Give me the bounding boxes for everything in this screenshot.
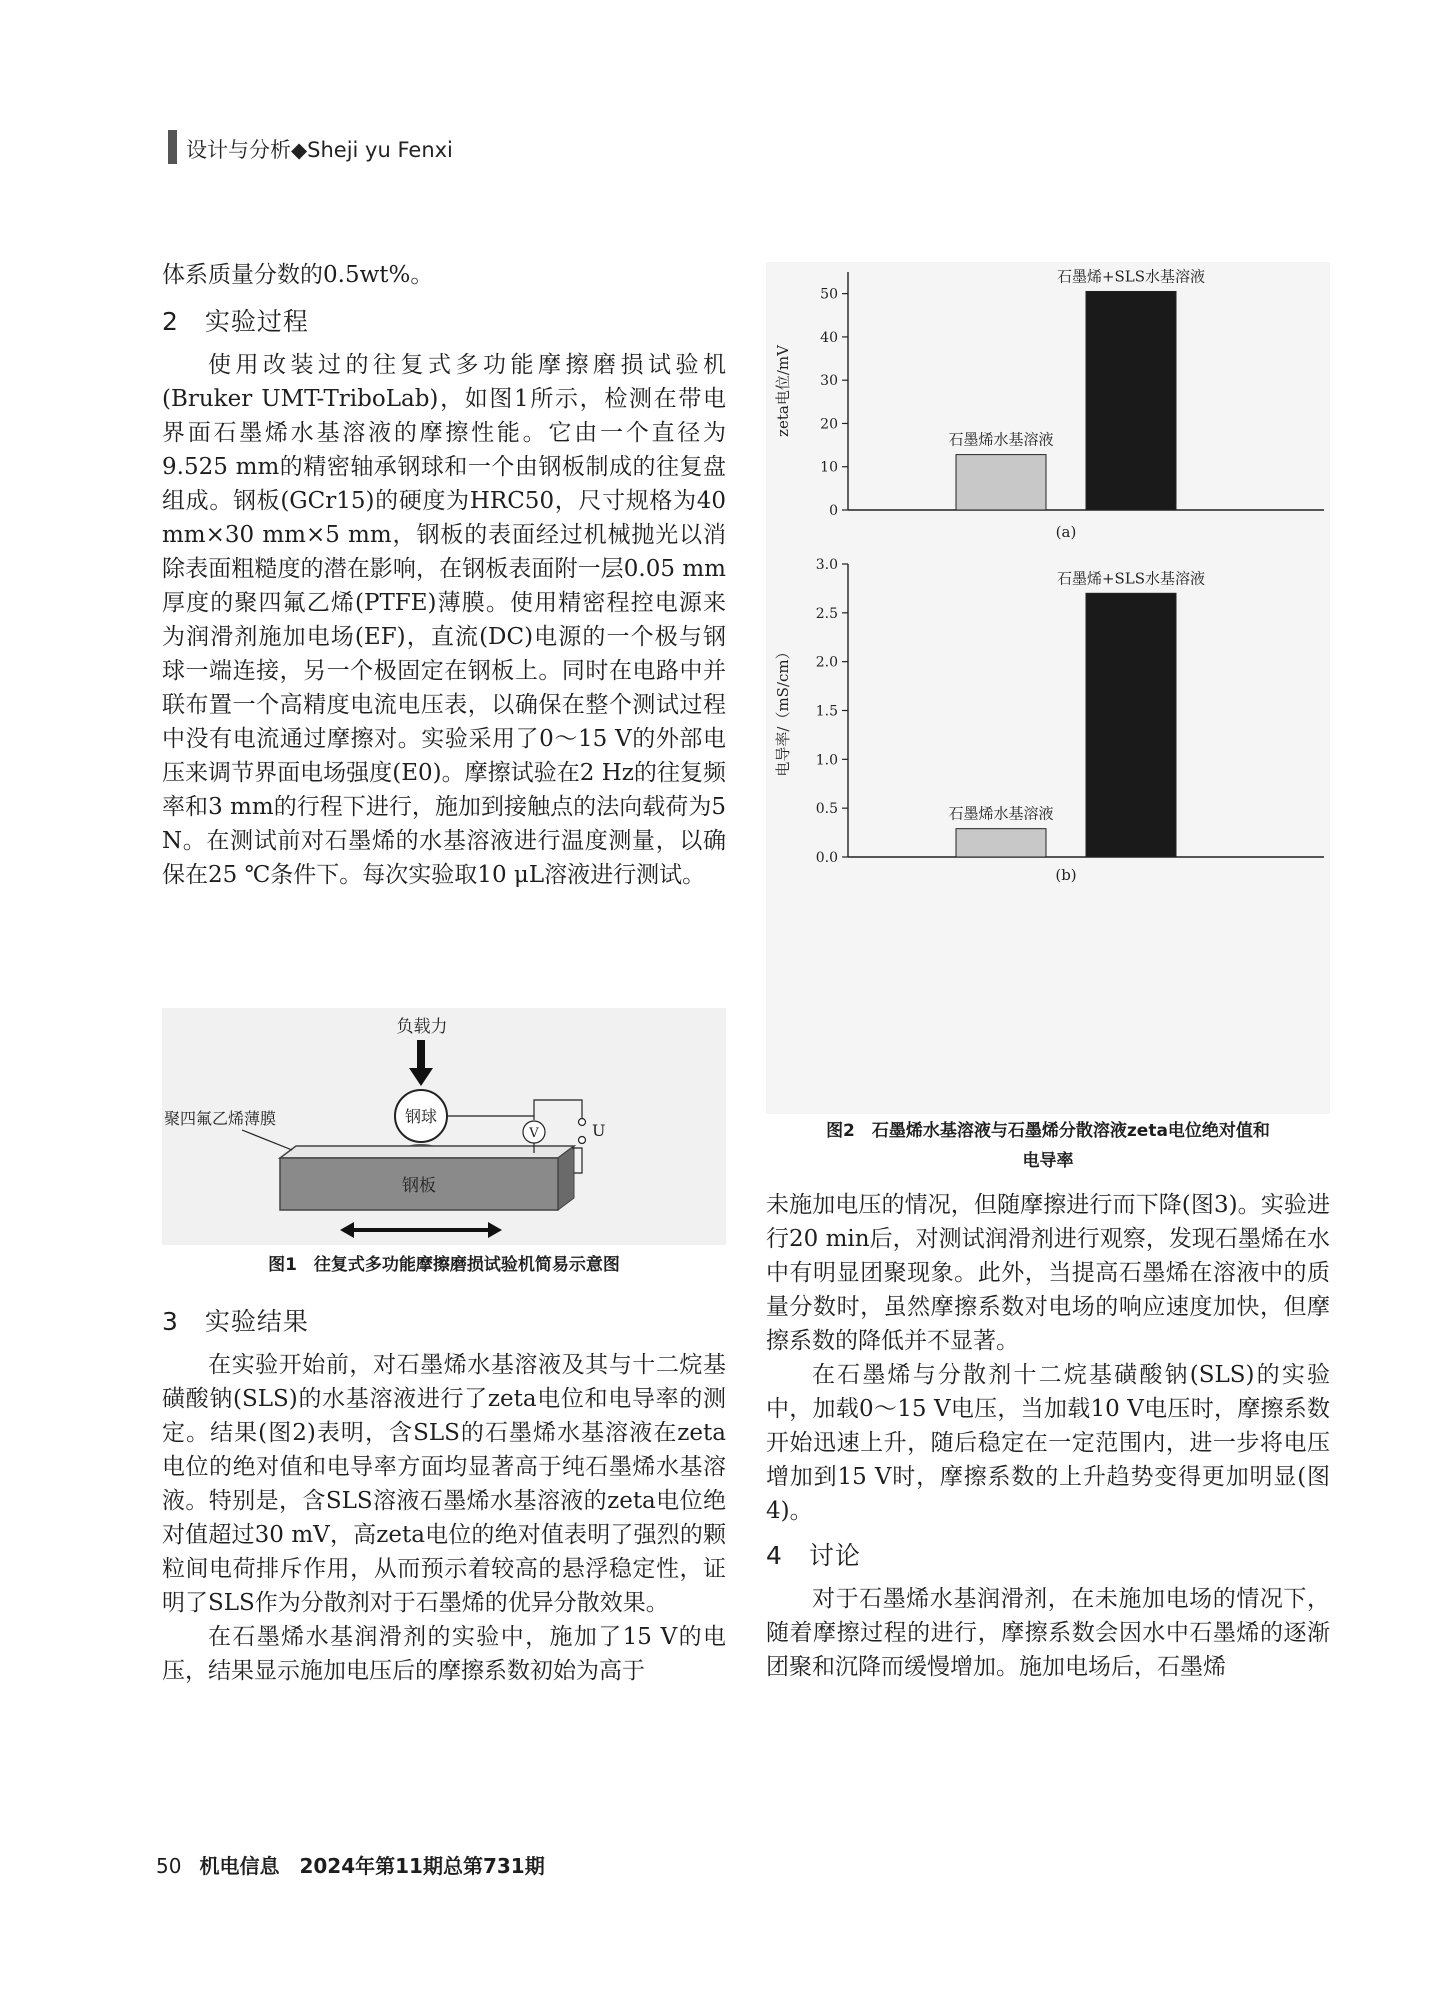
figure-1-caption: 图1 往复式多功能摩擦磨损试验机简易示意图 [268, 1255, 620, 1275]
y-tick-label-2: 0.5 [815, 801, 838, 818]
bar-2-2 [1086, 593, 1176, 857]
paragraph-results: 在实验开始前，对石墨烯水基溶液及其与十二烷基磺酸钠(SLS)的水基溶液进行了zeta电位和电导率的测定。结果(图2)表明，含SLS的石墨烯水基溶液在zeta电位的绝对值和电导率方面均显著高于纯石墨烯水基溶液。特别是，含SLS溶液石墨烯水基溶液的zeta电位绝对值超过30 mV，高zeta电位的绝对值表明了强烈的颗粒间电荷排斥作用，从而预示着较高的悬浮稳定性，证明了SLS作为分散剂对于石墨烯的优异分散效果。 [162, 1352, 726, 1616]
page-number: 50 [156, 1854, 182, 1878]
y-tick-label-2: 2.5 [815, 605, 838, 622]
y-axis-label-1: zeta电位/mV [774, 345, 792, 437]
bar-2-1 [956, 829, 1046, 857]
paragraph-continuation: 体系质量分数的0.5wt%。 [162, 262, 434, 288]
bar-label-2-2: 石墨烯+SLS水基溶液 [1056, 569, 1206, 588]
y-tick-label-1: 50 [820, 286, 838, 303]
paragraph-sls: 在石墨烯与分散剂十二烷基磺酸钠(SLS)的实验中，加载0～15 V电压，当加载10 V电压时，摩擦系数开始迅速上升，随后稳定在一定范围内，进一步将电压增加到15 V时，摩擦系数的上升趋势变得更加明显(图4)。 [766, 1362, 1330, 1524]
paragraph-discussion: 对于石墨烯水基润滑剂，在未施加电场的情况下，随着摩擦过程的进行，摩擦系数会因水中石墨烯的逐渐团聚和沉降而缓慢增加。施加电场后，石墨烯 [766, 1586, 1330, 1680]
left-column-bottom [162, 1302, 726, 1688]
figure-2-caption-line1: 图2 石墨烯水基溶液与石墨烯分散溶液zeta电位绝对值和 [826, 1121, 1270, 1141]
section-heading-2: 2 实验过程 [162, 307, 309, 336]
y-tick-label-1: 10 [820, 459, 838, 476]
left-column-top [162, 258, 726, 892]
y-tick-label-2: 0.0 [815, 850, 838, 866]
footer [156, 1850, 545, 1879]
running-header: 设计与分析◆Sheji yu Fenxi [186, 138, 453, 162]
journal-info: 机电信息 2024年第11期总第731期 [199, 1854, 545, 1878]
paragraph-experiment: 使用改装过的往复式多功能摩擦磨损试验机(Bruker UMT-TriboLab)，如图1所示，检测在带电界面石墨烯水基溶液的摩擦性能。它由一个直径为9.525 mm的精密轴承钢球和一个由钢板制成的往复盘组成。钢板(GCr15)的硬度为HRC50，尺寸规格为40 mm×30 mm×5 mm，钢板的表面经过机械抛光以消除表面粗糙度的潜在影响，在钢板表面附一层0.05 mm厚度的聚四氟乙烯(PTFE)薄膜。使用精密程控电源来为润滑剂施加电场(EF)，直流(DC)电源的一个极与钢球一端连接，另一个极固定在钢板上。同时在电路中并联布置一个高精度电流电压表，以确保在整个测试过程中没有电流通过摩擦对。实验采用了0～15 V的外部电压来调节界面电场强度(E0)。摩擦试验在2 Hz的往复频率和3 mm的行程下进行，施加到接触点的法向载荷为5 N。在测试前对石墨烯的水基溶液进行温度测量，以确保在25 ℃条件下。每次实验取10 μL溶液进行测试。 [162, 352, 726, 888]
y-tick-label-1: 40 [820, 329, 838, 346]
figure-1 [162, 1008, 726, 1245]
bar-label-1-2: 石墨烯+SLS水基溶液 [1056, 267, 1206, 286]
header-bar [168, 130, 177, 164]
load-label: 负载力 [396, 1017, 448, 1037]
figure-2-caption-line2: 电导率 [1022, 1151, 1074, 1171]
paragraph-continued: 未施加电压的情况，但随摩擦进行而下降(图3)。实验进行20 min后，对测试润滑剂进行观察，发现石墨烯在水中有明显团聚现象。此外，当提高石墨烯在溶液中的质量分数时，虽然摩擦系数对电场的响应速度加快，但摩擦系数的降低并不显著。 [766, 1192, 1330, 1354]
panel-label-1: (a) [1055, 523, 1077, 541]
section-heading-3: 3 实验结果 [162, 1307, 309, 1336]
panel-label-2: (b) [1055, 866, 1077, 884]
figure-2-caption [766, 1116, 1330, 1176]
section-heading-4: 4 讨论 [766, 1541, 861, 1570]
bar-label-1-1: 石墨烯水基溶液 [948, 430, 1054, 449]
right-column-text [766, 1188, 1330, 1684]
bar-label-2-1: 石墨烯水基溶液 [948, 804, 1054, 823]
y-tick-label-2: 3.0 [815, 557, 838, 573]
bar-1-1 [956, 455, 1046, 510]
bar-1-2 [1086, 291, 1176, 510]
y-tick-label-1: 30 [820, 373, 838, 390]
svg-text:V: V [529, 1126, 539, 1141]
y-axis-label-2: 电导率/（mS/cm） [774, 644, 792, 777]
film-label: 聚四氟乙烯薄膜 [164, 1109, 277, 1128]
y-tick-label-2: 2.0 [815, 654, 838, 671]
source-label: U [592, 1121, 606, 1140]
figure-2-charts [766, 262, 1330, 1114]
figure-1-schematic [162, 1008, 726, 1245]
y-tick-label-1: 0 [829, 503, 838, 519]
y-tick-label-2: 1.0 [815, 752, 838, 769]
paragraph-results-2: 在石墨烯水基润滑剂的实验中，施加了15 V的电压，结果显示施加电压后的摩擦系数初始为高于 [162, 1624, 726, 1684]
y-tick-label-1: 20 [820, 416, 838, 433]
ball-label: 钢球 [404, 1107, 438, 1126]
figure-2 [766, 262, 1330, 1114]
y-tick-label-2: 1.5 [815, 703, 838, 720]
plate-label: 钢板 [402, 1176, 436, 1196]
